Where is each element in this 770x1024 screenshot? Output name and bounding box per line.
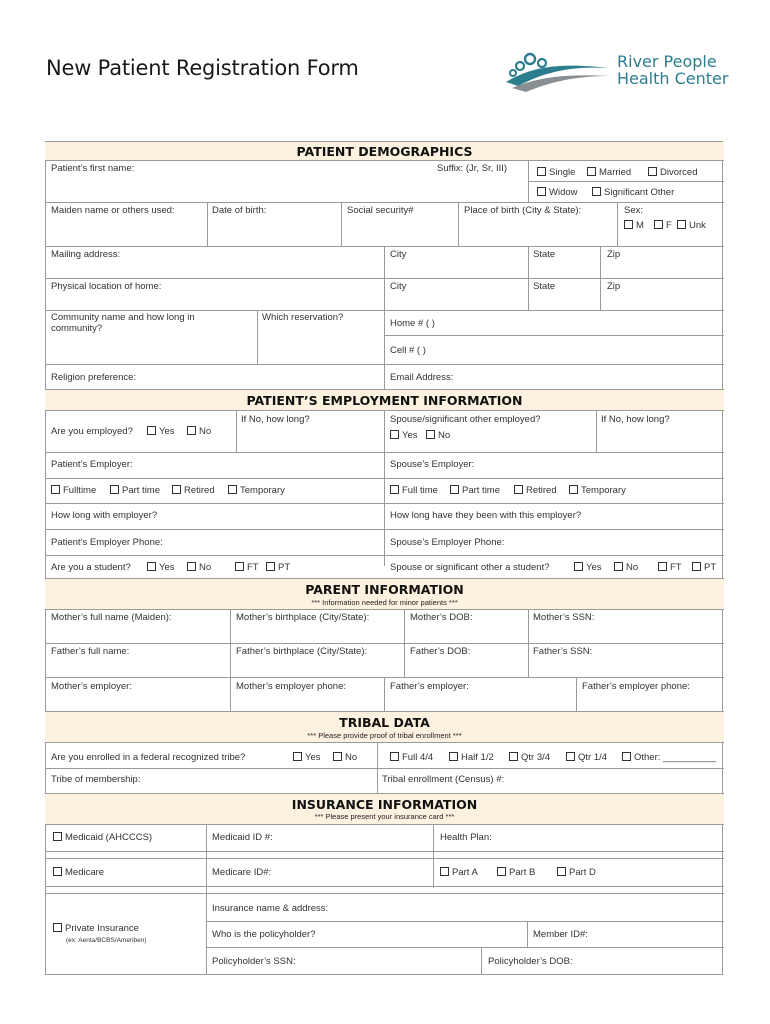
checkbox-icon	[147, 562, 156, 571]
father-employer-phone-label: Father’s employer phone:	[582, 681, 690, 692]
medicare-checkbox[interactable]: Medicare	[53, 867, 104, 878]
logo-text	[617, 53, 728, 87]
spouse-employer-label: Spouse’s Employer:	[390, 459, 475, 470]
checkbox-icon	[566, 752, 575, 761]
mother-name-label: Mother’s full name (Maiden):	[51, 612, 172, 623]
patient-employer-phone-label: Patient’s Employer Phone:	[51, 537, 163, 548]
student-yes-checkbox[interactable]: Yes	[147, 562, 175, 573]
checkbox-icon	[53, 867, 62, 876]
part-a-checkbox[interactable]: Part A	[440, 867, 478, 878]
section-demographics: PATIENT DEMOGRAPHICS	[296, 144, 473, 159]
section-employment: PATIENT’S EMPLOYMENT INFORMATION	[246, 393, 523, 408]
checkbox-icon	[440, 867, 449, 876]
checkbox-icon	[569, 485, 578, 494]
checkbox-icon	[614, 562, 623, 571]
mailing-zip-label: Zip	[607, 249, 621, 260]
physical-location-label: Physical location of home:	[51, 281, 162, 292]
health-plan-label: Health Plan:	[440, 832, 492, 843]
checkbox-icon	[574, 562, 583, 571]
checkbox-icon	[509, 752, 518, 761]
father-name-label: Father’s full name:	[51, 646, 130, 657]
checkbox-icon	[514, 485, 523, 494]
blood-qtr34-checkbox[interactable]: Qtr 3/4	[509, 752, 550, 763]
checkbox-icon	[426, 430, 435, 439]
checkbox-icon	[592, 187, 601, 196]
father-employer-label: Father’s employer:	[390, 681, 469, 692]
checkbox-icon	[692, 562, 701, 571]
divorced-checkbox[interactable]: Divorced	[648, 167, 698, 178]
father-ssn-label: Father’s SSN:	[533, 646, 593, 657]
widow-checkbox[interactable]: Widow	[537, 187, 578, 198]
policyholder-dob-label: Policyholder’s DOB:	[488, 956, 573, 967]
father-dob-label: Father’s DOB:	[410, 646, 471, 657]
spouse-student-yes-checkbox[interactable]: Yes	[574, 562, 602, 573]
blood-half-checkbox[interactable]: Half 1/2	[449, 752, 494, 763]
checkbox-icon	[53, 923, 62, 932]
sex-label: Sex:	[624, 205, 644, 216]
mother-birthplace-label: Mother’s birthplace (City/State):	[236, 612, 370, 623]
policyholder-label: Who is the policyholder?	[212, 929, 316, 940]
spouse-student-no-checkbox[interactable]: No	[614, 562, 638, 573]
private-insurance-checkbox[interactable]: Private Insurance	[53, 923, 139, 934]
blood-qtr14-checkbox[interactable]: Qtr 1/4	[566, 752, 607, 763]
patient-retired-checkbox[interactable]: Retired	[172, 485, 215, 496]
spouse-student-question: Spouse or significant other a student?	[390, 562, 550, 573]
sex-unk-checkbox[interactable]: Unk	[677, 220, 706, 231]
spouse-employed-label: Spouse/significant other employed?	[390, 414, 541, 425]
patient-employer-label: Patient’s Employer:	[51, 459, 133, 470]
spouse-employed-yes-checkbox[interactable]: Yes	[390, 430, 418, 441]
checkbox-icon	[450, 485, 459, 494]
checkbox-icon	[110, 485, 119, 494]
physical-state-label: State	[533, 281, 556, 292]
mother-ssn-label: Mother’s SSN:	[533, 612, 595, 623]
checkbox-icon	[622, 752, 631, 761]
employed-question: Are you employed?	[51, 426, 133, 437]
section-tribal: TRIBAL DATA	[339, 715, 430, 730]
email-label: Email Address:	[390, 372, 454, 383]
mother-dob-label: Mother’s DOB:	[410, 612, 473, 623]
home-phone-label: Home # ( )	[390, 318, 435, 329]
physical-zip-label: Zip	[607, 281, 621, 292]
part-d-checkbox[interactable]: Part D	[557, 867, 596, 878]
cell-phone-label: Cell # ( )	[390, 345, 426, 356]
first-name-label: Patient’s first name:	[51, 163, 135, 174]
checkbox-icon	[228, 485, 237, 494]
part-b-checkbox[interactable]: Part B	[497, 867, 535, 878]
enrolled-yes-checkbox[interactable]: Yes	[293, 752, 321, 763]
sex-f-checkbox[interactable]: F	[654, 220, 672, 231]
enrolled-question: Are you enrolled in a federal recognized tribe?	[51, 752, 246, 763]
checkbox-icon	[235, 562, 244, 571]
significant-other-checkbox[interactable]: Significant Other	[592, 187, 674, 198]
checkbox-icon	[449, 752, 458, 761]
spouse-parttime-checkbox[interactable]: Part time	[450, 485, 500, 496]
checkbox-icon	[537, 167, 546, 176]
logo-line-2: Health Center	[617, 69, 729, 88]
checkbox-icon	[51, 485, 60, 494]
checkbox-icon	[266, 562, 275, 571]
employed-yes-checkbox[interactable]: Yes	[147, 426, 175, 437]
spouse-how-long-employer-label: How long have they been with this employer?	[390, 510, 582, 521]
checkbox-icon	[497, 867, 506, 876]
sex-m-checkbox[interactable]: M	[624, 220, 644, 231]
checkbox-icon	[557, 867, 566, 876]
reservation-label: Which reservation?	[262, 312, 344, 323]
checkbox-icon	[677, 220, 686, 229]
mailing-city-label: City	[390, 249, 407, 260]
private-insurance-example: (ex: Aenta/BCBS/Ameriben)	[66, 937, 147, 944]
mother-employer-phone-label: Mother’s employer phone:	[236, 681, 347, 692]
census-number-label: Tribal enrollment (Census) #:	[382, 774, 505, 785]
how-long-employer-label: How long with employer?	[51, 510, 158, 521]
patient-parttime-checkbox[interactable]: Part time	[110, 485, 160, 496]
spouse-student-ft-checkbox[interactable]: FT	[658, 562, 682, 573]
spouse-retired-checkbox[interactable]: Retired	[514, 485, 557, 496]
parent-subtitle: *** Information needed for minor patients ***	[311, 598, 458, 607]
blood-other-checkbox[interactable]: Other: __________	[622, 752, 716, 763]
medicaid-checkbox[interactable]: Medicaid (AHCCCS)	[53, 832, 152, 843]
logo-line-1: River People	[617, 52, 717, 71]
father-birthplace-label: Father’s birthplace (City/State):	[236, 646, 368, 657]
checkbox-icon	[654, 220, 663, 229]
blood-full-checkbox[interactable]: Full 4/4	[390, 752, 433, 763]
member-id-label: Member ID#:	[533, 929, 588, 940]
checkbox-icon	[172, 485, 181, 494]
checkbox-icon	[648, 167, 657, 176]
checkbox-icon	[390, 430, 399, 439]
checkbox-icon	[293, 752, 302, 761]
checkbox-icon	[658, 562, 667, 571]
ssn-label: Social security#	[347, 205, 414, 216]
spouse-student-pt-checkbox[interactable]: PT	[692, 562, 716, 573]
checkbox-icon	[587, 167, 596, 176]
insurance-subtitle: *** Please present your insurance card ***	[314, 812, 455, 821]
checkbox-icon	[53, 832, 62, 841]
checkbox-icon	[624, 220, 633, 229]
tribal-subtitle: *** Please provide proof of tribal enrollment ***	[307, 731, 462, 740]
policyholder-ssn-label: Policyholder’s SSN:	[212, 956, 296, 967]
mailing-address-label: Mailing address:	[51, 249, 121, 260]
dob-label: Date of birth:	[212, 205, 267, 216]
student-question: Are you a student?	[51, 562, 131, 573]
community-label: Community name and how long in community?	[51, 312, 195, 334]
patient-temporary-checkbox[interactable]: Temporary	[228, 485, 285, 496]
section-insurance: INSURANCE INFORMATION	[291, 797, 478, 812]
checkbox-icon	[147, 426, 156, 435]
patient-how-long-label: If No, how long?	[241, 414, 310, 425]
student-ft-checkbox[interactable]: FT	[235, 562, 259, 573]
checkbox-icon	[187, 562, 196, 571]
single-checkbox[interactable]: Single	[537, 167, 575, 178]
checkbox-icon	[390, 752, 399, 761]
physical-city-label: City	[390, 281, 407, 292]
medicare-id-label: Medicare ID#:	[212, 867, 272, 878]
checkbox-icon	[390, 485, 399, 494]
logo-wave-icon	[500, 46, 615, 94]
checkbox-icon	[333, 752, 342, 761]
mother-employer-label: Mother’s employer:	[51, 681, 132, 692]
student-pt-checkbox[interactable]: PT	[266, 562, 290, 573]
spouse-fulltime-checkbox[interactable]: Full time	[390, 485, 438, 496]
mailing-state-label: State	[533, 249, 556, 260]
spouse-how-long-label: If No, how long?	[601, 414, 670, 425]
birthplace-label: Place of birth (City & State):	[464, 205, 582, 216]
spouse-temporary-checkbox[interactable]: Temporary	[569, 485, 626, 496]
maiden-name-label: Maiden name or others used:	[51, 205, 175, 216]
medicaid-id-label: Medicaid ID #:	[212, 832, 273, 843]
enrolled-no-checkbox[interactable]: No	[333, 752, 357, 763]
suffix-label: Suffix: (Jr, Sr, III)	[437, 163, 508, 174]
patient-fulltime-checkbox[interactable]: Fulltime	[51, 485, 96, 496]
spouse-employed-no-checkbox[interactable]: No	[426, 430, 450, 441]
page-title: New Patient Registration Form	[46, 56, 359, 80]
insurance-name-label: Insurance name & address:	[212, 903, 329, 914]
checkbox-icon	[187, 426, 196, 435]
religion-label: Religion preference:	[51, 372, 137, 383]
student-no-checkbox[interactable]: No	[187, 562, 211, 573]
checkbox-icon	[537, 187, 546, 196]
section-parent: PARENT INFORMATION	[305, 582, 464, 597]
spouse-employer-phone-label: Spouse’s Employer Phone:	[390, 537, 505, 548]
employed-no-checkbox[interactable]: No	[187, 426, 211, 437]
married-checkbox[interactable]: Married	[587, 167, 631, 178]
tribe-membership-label: Tribe of membership:	[51, 774, 141, 785]
